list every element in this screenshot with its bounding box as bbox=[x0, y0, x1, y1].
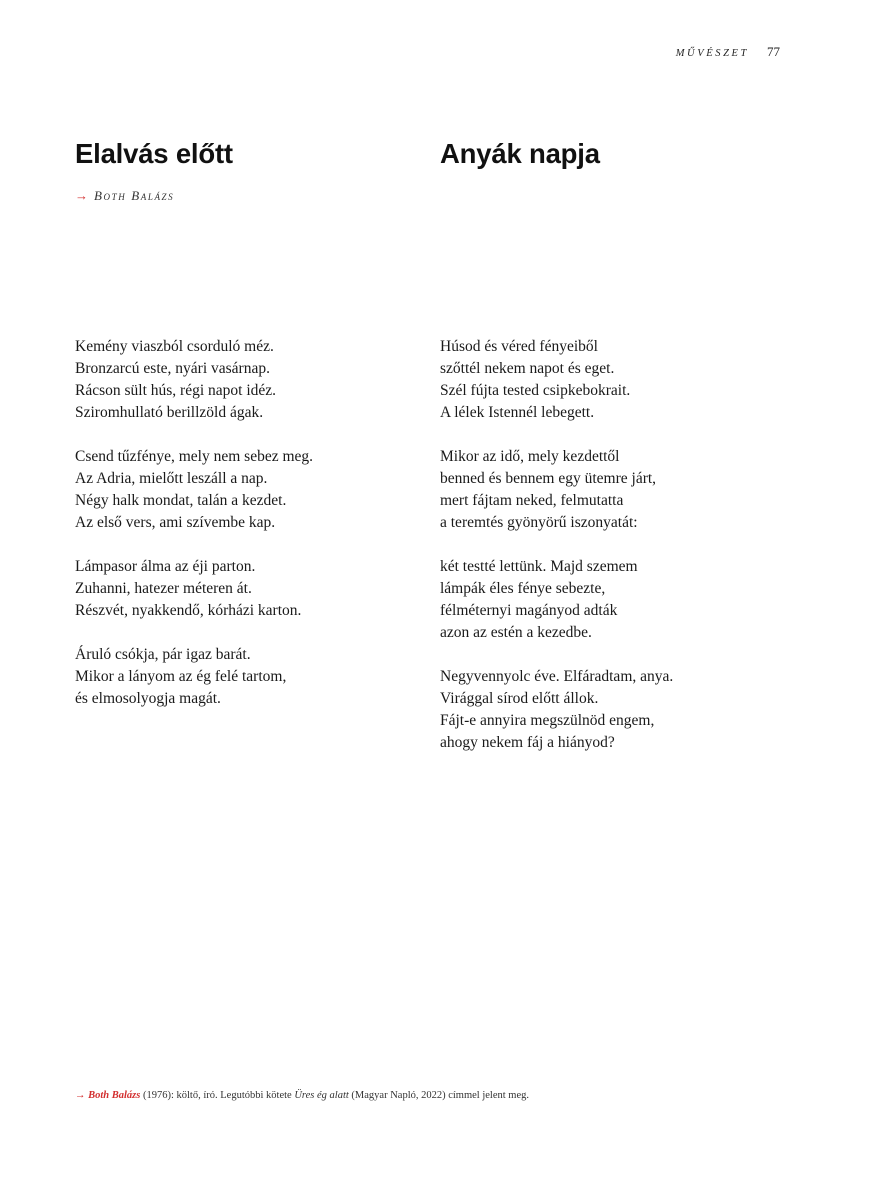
poem-line: szőttél nekem napot és eget. bbox=[440, 360, 615, 377]
poem-line: Szél fújta tested csipkebokrait. bbox=[440, 382, 631, 399]
footnote-author-name: Both Balázs bbox=[88, 1090, 141, 1101]
poem-line: ahogy nekem fáj a hiányod? bbox=[440, 734, 615, 751]
section-name: MŰVÉSZET bbox=[675, 48, 749, 59]
footnote-book-title: Üres ég alatt bbox=[294, 1090, 349, 1101]
poem-line: Bronzarcú este, nyári vasárnap. bbox=[75, 360, 270, 377]
poem-line: két testté lettünk. Majd szemem bbox=[440, 558, 638, 575]
poem-line: Az első vers, ami szívembe kap. bbox=[75, 514, 276, 531]
left-poem-header bbox=[75, 138, 415, 204]
poem-line: A lélek Istennél lebegett. bbox=[440, 404, 595, 421]
poem-line: a teremtés gyönyörű iszonyatát: bbox=[440, 514, 638, 531]
poem-line: Rácson sült hús, régi napot idéz. bbox=[75, 382, 277, 399]
stanza bbox=[75, 644, 435, 710]
poem-line: Részvét, nyakkendő, kórházi karton. bbox=[75, 602, 302, 619]
stanza bbox=[440, 666, 800, 754]
right-poem-title: Anyák napja bbox=[440, 138, 600, 169]
poem-line: Mikor a lányom az ég felé tartom, bbox=[75, 668, 287, 685]
stanza bbox=[440, 556, 800, 644]
poem-line: benned és bennem egy ütemre járt, bbox=[440, 470, 657, 487]
stanza bbox=[75, 336, 435, 424]
poem-line: mert fájtam neked, felmutatta bbox=[440, 492, 624, 509]
poem-line: Az Adria, mielőtt leszáll a nap. bbox=[75, 470, 268, 487]
left-poem-body bbox=[75, 336, 435, 732]
poem-line: Négy halk mondat, talán a kezdet. bbox=[75, 492, 287, 509]
arrow-right-icon: → bbox=[75, 1090, 86, 1101]
stanza bbox=[440, 336, 800, 424]
poem-line: Csend tűzfénye, mely nem sebez meg. bbox=[75, 448, 314, 465]
stanza bbox=[75, 556, 435, 622]
poem-line: és elmosolyogja magát. bbox=[75, 690, 221, 707]
poem-line: Mikor az idő, mely kezdettől bbox=[440, 448, 620, 465]
author-footnote bbox=[75, 1090, 529, 1101]
author-name: Both Balázs bbox=[94, 188, 175, 203]
poem-line: Fájt-e annyira megszülnöd engem, bbox=[440, 712, 655, 729]
poem-line: Negyvennyolc éve. Elfáradtam, anya. bbox=[440, 668, 674, 685]
poem-line: félméternyi magányod adták bbox=[440, 602, 618, 619]
poem-line: Sziromhullató berillzöld ágak. bbox=[75, 404, 264, 421]
right-poem-body bbox=[440, 336, 800, 776]
footnote-text: (1976): költő, író. Legutóbbi kötete bbox=[140, 1090, 295, 1101]
stanza bbox=[440, 446, 800, 534]
stanza bbox=[75, 446, 435, 534]
right-poem-header bbox=[440, 138, 780, 170]
poem-line: Áruló csókja, pár igaz barát. bbox=[75, 646, 251, 663]
arrow-right-icon: → bbox=[75, 188, 88, 203]
footnote-text: (Magyar Napló, 2022) címmel jelent meg. bbox=[348, 1090, 529, 1101]
poem-line: Lámpasor álma az éji parton. bbox=[75, 558, 256, 575]
poem-line: Kemény viaszból csorduló méz. bbox=[75, 338, 274, 355]
poem-line: Zuhanni, hatezer méteren át. bbox=[75, 580, 252, 597]
running-head bbox=[676, 44, 780, 60]
poem-line: Húsod és véred fényeiből bbox=[440, 338, 598, 355]
left-poem-title: Elalvás előtt bbox=[75, 138, 233, 169]
page-number: 77 bbox=[767, 44, 780, 59]
byline bbox=[75, 188, 415, 204]
poem-line: azon az estén a kezedbe. bbox=[440, 624, 592, 641]
poem-line: lámpák éles fénye sebezte, bbox=[440, 580, 606, 597]
poem-line: Virággal sírod előtt állok. bbox=[440, 690, 599, 707]
